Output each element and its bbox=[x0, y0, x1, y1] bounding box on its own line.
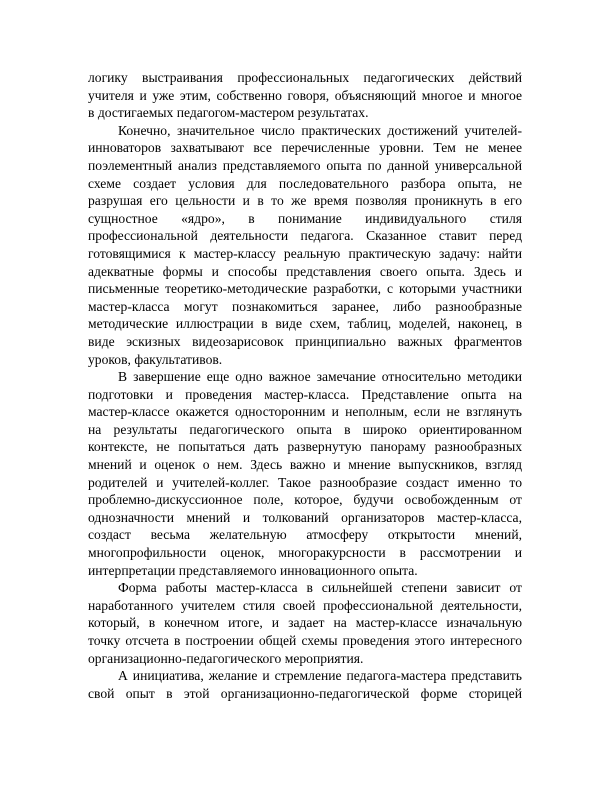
text-line: однозначности мнений и толкований организаторов мастер-класса, bbox=[88, 509, 522, 525]
text-line: Форма работы мастер-класса в сильнейшей степени зависит от bbox=[118, 580, 522, 596]
text-line: организационно-педагогического мероприятия. bbox=[88, 650, 364, 666]
text-line: виде эскизных видеозарисовок принципиально важных фрагментов bbox=[88, 333, 522, 349]
text-line: учителя и уже этим, собственно говоря, объясняющий многое и многое bbox=[88, 87, 522, 103]
text-line: подготовки и проведения мастер-класса. Представление опыта на bbox=[88, 386, 522, 402]
paragraph-5 bbox=[88, 667, 522, 702]
paragraph-3 bbox=[88, 368, 522, 579]
text-line: мастер-классе окажется односторонним и неполным, если не взглянуть bbox=[88, 404, 522, 420]
text-line: контексте, не попытаться дать развернутую панораму разнообразных bbox=[88, 439, 522, 455]
text-line: Конечно, значительное число практических достижений учителей- bbox=[118, 122, 522, 138]
text-line: уроков, факультативов. bbox=[88, 351, 223, 367]
text-line: сущностное «ядро», в понимание индивидуального стиля bbox=[88, 210, 522, 226]
text-line: В завершение еще одно важное замечание относительно методики bbox=[118, 369, 522, 385]
text-line: создаст весьма желательную атмосферу открытости мнений, bbox=[88, 527, 522, 543]
text-line: готовящимися к мастер-классу реальную практическую задачу: найти bbox=[88, 245, 522, 261]
text-line: инноваторов захватывают все перечисленные уровни. Тем не менее bbox=[88, 140, 522, 156]
text-line: письменные теоретико-методические разработки, с которыми участники bbox=[88, 281, 522, 297]
text-line: профессиональной деятельности педагога. Сказанное ставит перед bbox=[88, 228, 522, 244]
text-line: схеме создает условия для последовательного разбора опыта, не bbox=[88, 175, 522, 191]
text-line: свой опыт в этой организационно-педагогической форме сторицей bbox=[88, 685, 522, 701]
paragraph-2 bbox=[88, 122, 522, 368]
text-line: в достигаемых педагогом-мастером результатах. bbox=[88, 105, 369, 121]
text-line: наработанного учителем стиля своей профессиональной деятельности, bbox=[88, 597, 522, 613]
text-line: логику выстраивания профессиональных педагогических действий bbox=[88, 70, 522, 85]
text-line: адекватные формы и способы представления своего опыта. Здесь и bbox=[88, 263, 522, 279]
text-line: точку отсчета в построении общей схемы проведения этого интересного bbox=[88, 633, 522, 648]
text-line: на результаты педагогического опыта в широко ориентированном bbox=[88, 421, 522, 437]
text-line: интерпретации представляемого инновационного опыта. bbox=[88, 562, 418, 578]
text-line: поэлементный анализ представляемого опыта по данной универсальной bbox=[88, 157, 522, 173]
text-line: проблемно-дискуссионное поле, которое, будучи освобожденным от bbox=[88, 492, 522, 508]
text-line: родителей и учителей-коллег. Такое разнообразие создаст именно то bbox=[88, 474, 522, 490]
text-line: мнений и оценок о нем. Здесь важно и мнение выпускников, взгляд bbox=[88, 457, 522, 473]
text-line: многопрофильности оценок, многоракурсности в рассмотрении и bbox=[88, 545, 522, 561]
paragraph-1 bbox=[88, 69, 522, 122]
paragraph-4 bbox=[88, 579, 522, 667]
text-line: разрушая его цельности и в то же время позволяя проникнуть в его bbox=[88, 193, 522, 209]
text-line: который, в конечном итоге, и задает на мастер-классе изначальную bbox=[88, 615, 522, 631]
text-line: мастер-класса могут познакомиться заранее, либо разнообразные bbox=[88, 298, 522, 314]
text-line: А инициатива, желание и стремление педагога-мастера представить bbox=[118, 668, 522, 684]
text-line: методические иллюстрации в виде схем, таблиц, моделей, наконец, в bbox=[88, 316, 522, 332]
body-text bbox=[88, 69, 522, 702]
